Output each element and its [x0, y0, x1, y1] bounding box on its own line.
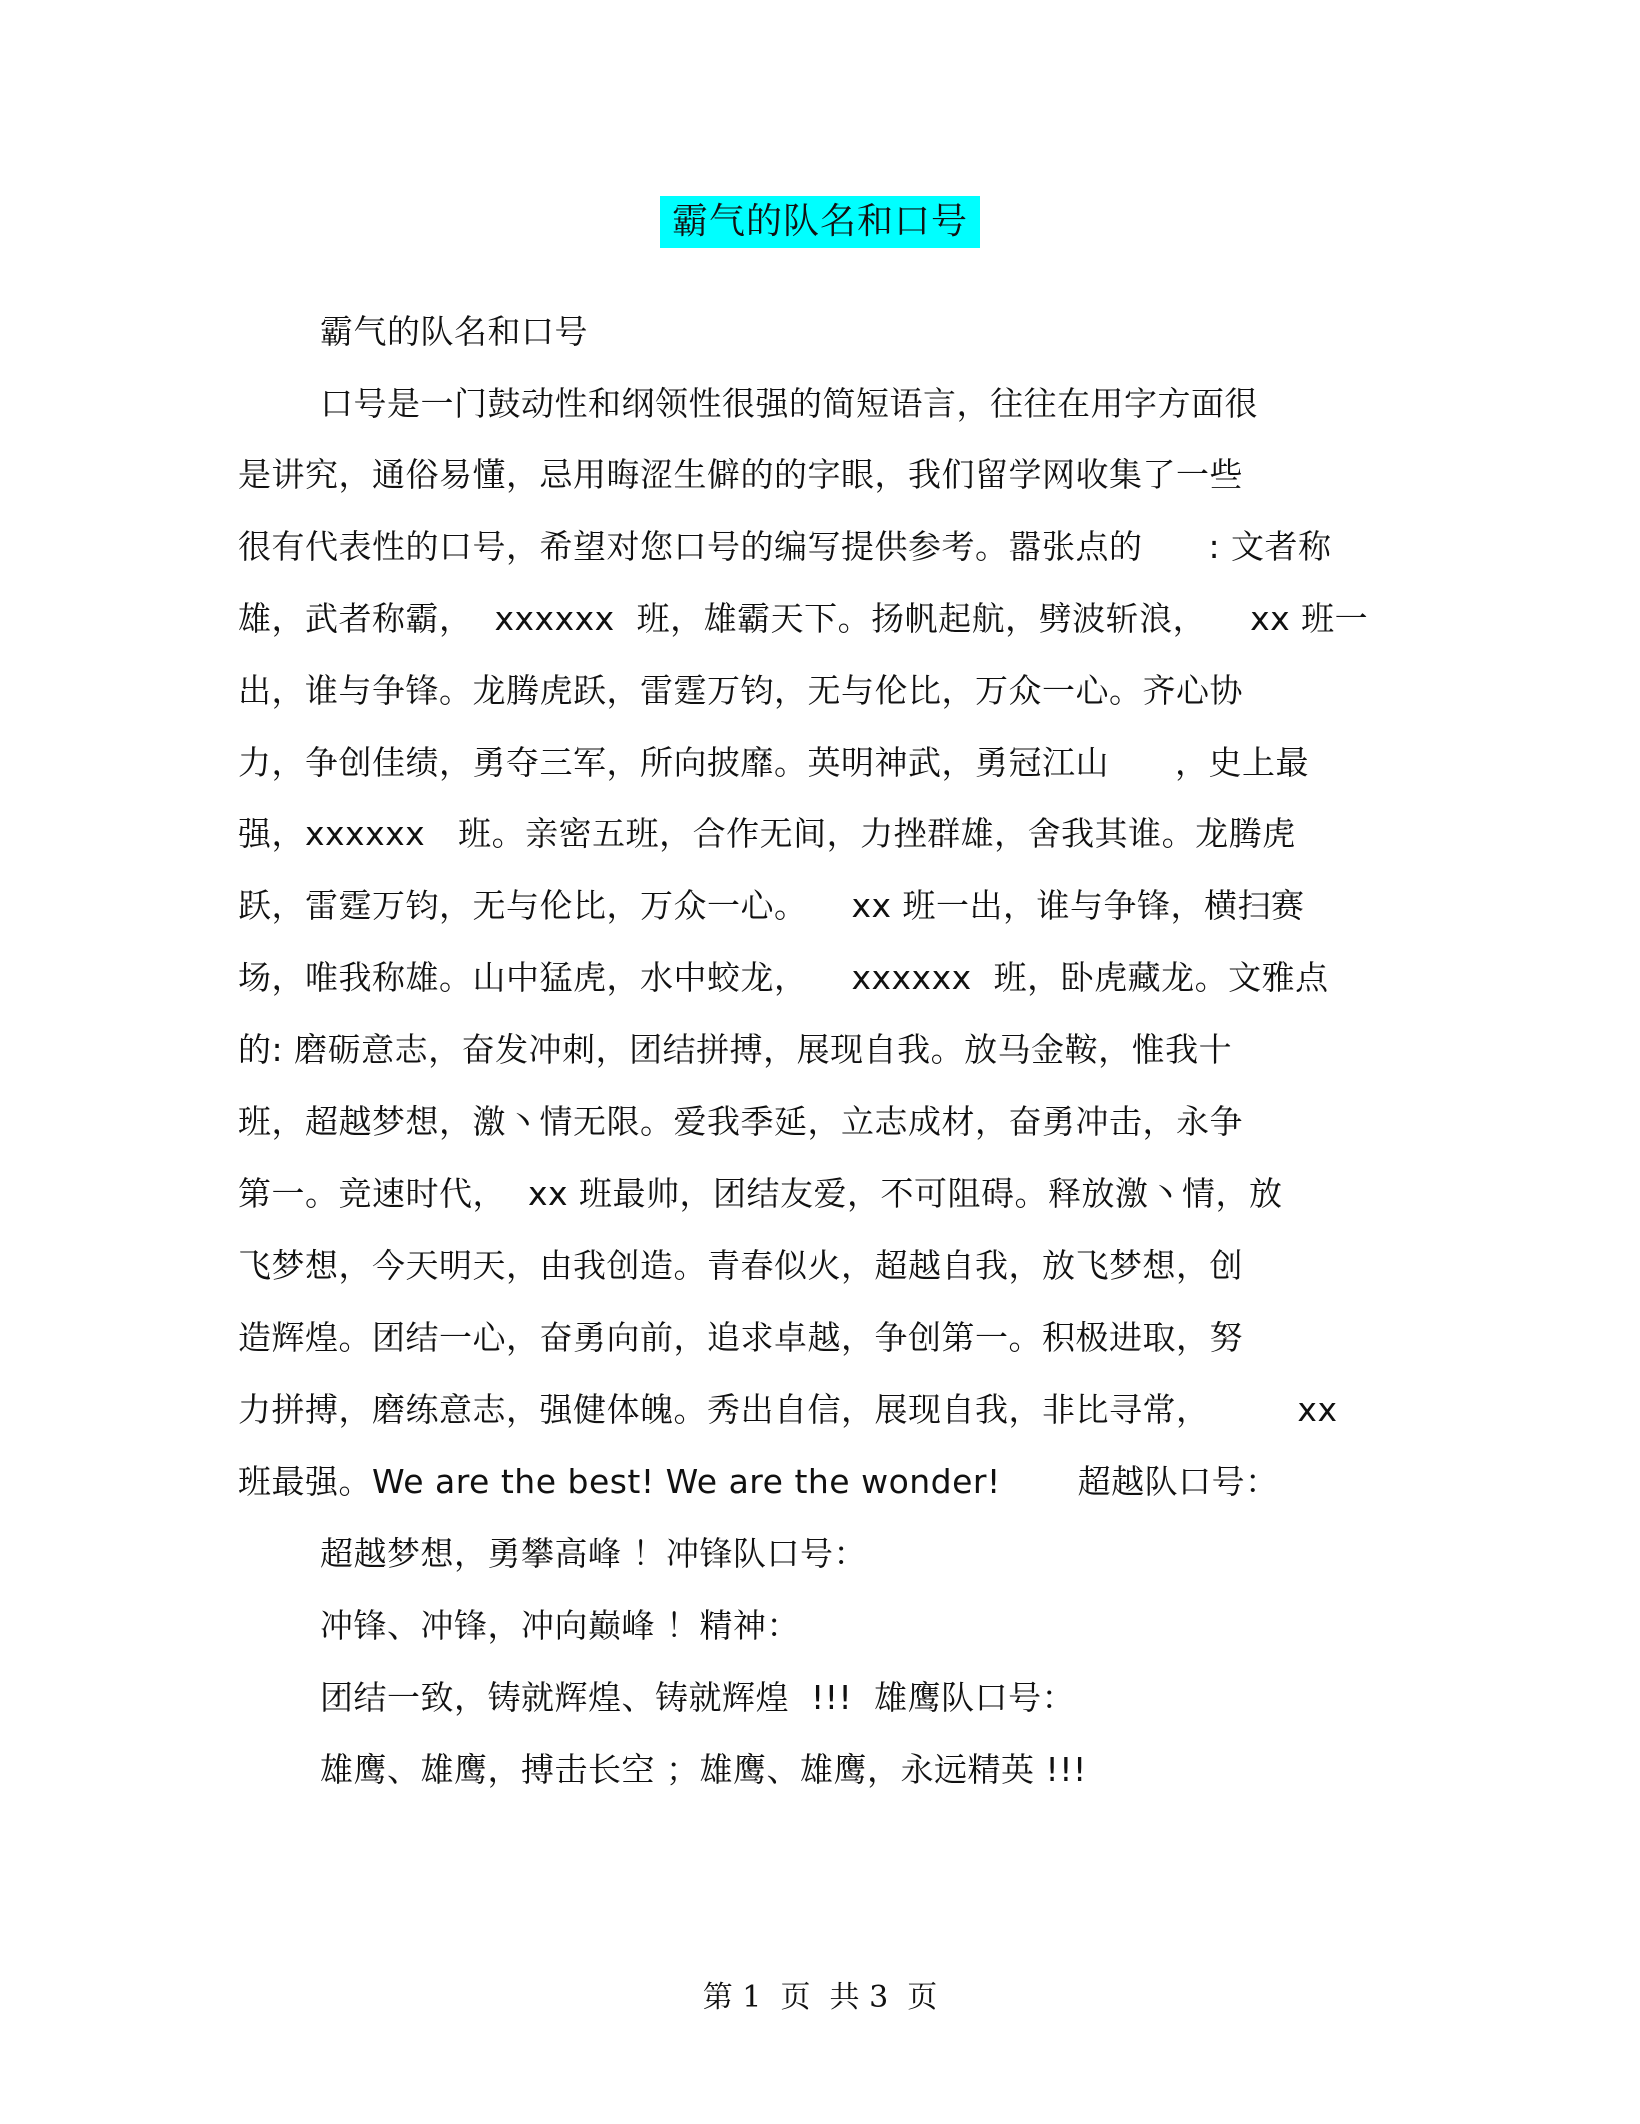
text-line: 强，xxxxxx 班。亲密五班，合作无间，力挫群雄，舍我其谁。龙腾虎: [238, 814, 1296, 853]
text-line: 造辉煌。团结一心，奋勇向前，追求卓越，争创第一。积极进取，努: [238, 1318, 1243, 1357]
text-line: 班最强。We are the best! We are the wonder! 超越队口号：: [238, 1462, 1279, 1501]
page-number-footer: 第 1 页 共 3 页: [702, 1980, 938, 2015]
text-line: 力拼搏，磨练意志，强健体魄。秀出自信，展现自我，非比寻常， xx: [238, 1390, 1338, 1429]
title-container: [0, 196, 1640, 248]
text-line: 是讲究，通俗易懂，忌用晦涩生僻的的字眼，我们留学网收集了一些: [238, 455, 1243, 494]
text-line: 雄，武者称霸， xxxxxx 班，雄霸天下。扬帆起航，劈波斩浪， xx 班一: [238, 599, 1369, 638]
text-line: 飞梦想，今天明天，由我创造。青春似火，超越自我，放飞梦想，创: [238, 1246, 1243, 1285]
text-line: 霸气的队名和口号: [320, 312, 588, 351]
text-line: 超越梦想，勇攀高峰 ！冲锋队口号：: [320, 1534, 867, 1573]
text-line: 出，谁与争锋。龙腾虎跃，雷霆万钧，无与伦比，万众一心。齐心协: [238, 671, 1243, 710]
text-line: 的: 磨砺意志，奋发冲刺，团结拼搏，展现自我。放马金鞍，惟我十: [238, 1030, 1233, 1069]
text-line: 很有代表性的口号，希望对您口号的编写提供参考。嚣张点的 : 文者称: [238, 527, 1332, 566]
text-line: 场，唯我称雄。山中猛虎，水中蛟龙， xxxxxx 班，卧虎藏龙。文雅点: [238, 958, 1329, 997]
text-line: 口号是一门鼓动性和纲领性很强的简短语言，往往在用字方面很: [320, 384, 1258, 423]
text-line: 雄鹰、雄鹰，搏击长空 ；雄鹰、雄鹰，永远精英 !!!: [320, 1750, 1087, 1789]
text-line: 力，争创佳绩，勇夺三军，所向披靡。英明神武，勇冠江山 ，史上最: [238, 743, 1309, 782]
text-line: 第一。竞速时代， xx 班最帅，团结友爱，不可阻碍。释放激丶情，放: [238, 1174, 1283, 1213]
text-line: 跃，雷霆万钧，无与伦比，万众一心。 xx 班一出，谁与争锋，横扫赛: [238, 886, 1305, 925]
text-line: 冲锋、冲锋，冲向巅峰 ！精神：: [320, 1606, 800, 1645]
text-line: 班，超越梦想，激丶情无限。爱我季延，立志成材，奋勇冲击，永争: [238, 1102, 1243, 1141]
document-title: 霸气的队名和口号: [660, 196, 980, 248]
text-line: 团结一致，铸就辉煌、铸就辉煌 !!! 雄鹰队口号：: [320, 1678, 1076, 1717]
